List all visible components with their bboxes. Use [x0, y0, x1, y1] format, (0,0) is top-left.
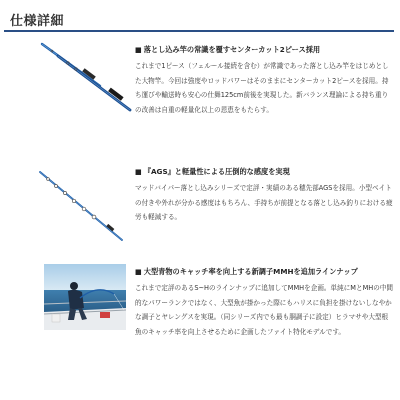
- feature-mmh-text: [135, 266, 393, 339]
- ags-rod-tip-image: [36, 168, 132, 244]
- feature-ags-text: [135, 166, 393, 225]
- feature-ags: [0, 160, 400, 240]
- feature-two-piece: [0, 40, 400, 120]
- feature-body: これまで1ピース（フェルール接続を含む）が常識であった落とし込み竿をはじめとした大物竿。今回は強度やロッドパワーはそのままにセンターカット2ピースを採用。持ち運びや輸送時も安心の仕舞125cm前後を実現した。新バランス理論による持ち重りの改善は自重の軽量化以上の恩恵をもたらす。: [135, 62, 389, 114]
- feature-heading: ■ 落とし込み竿の常識を覆すセンターカット2ピース採用: [135, 45, 321, 54]
- feature-two-piece-text: [135, 44, 393, 117]
- feature-body: これまで定評のあるS~Hのラインナップに追加してMMHを企画。単純にMとMHの中間的なパワーランクではなく、大型魚が掛かった際にもハリスに負担を掛けないしなやかな調子とヤレングスを実現。（同シリーズ内でも最も胴調子に設定）ヒラマサや大型根魚のキャッチ率を向上させるために企画したファイト特化モデルです。: [135, 284, 394, 336]
- feature-heading: ■ 『AGS』と軽量性による圧倒的な感度を実現: [135, 167, 290, 176]
- angler-head: [70, 282, 78, 290]
- two-piece-rod-image: [38, 42, 134, 120]
- angler-fighting-fish-photo: [44, 264, 126, 330]
- header-divider: [4, 30, 394, 32]
- page-title: 仕様詳細: [10, 14, 65, 29]
- feature-mmh: [0, 262, 400, 362]
- spec-header: [0, 0, 400, 38]
- feature-body: マッドバイパー落とし込みシリーズで定評・実績のある穂先部AGSを採用。小型ベイトの付きや外れが分かる感度はもちろん、手持ちが前提となる落とし込み釣りにおける疲労も軽減する。: [135, 184, 393, 221]
- feature-heading: ■ 大型青物のキャッチ率を向上する新調子MMHを追加ラインナップ: [135, 267, 358, 276]
